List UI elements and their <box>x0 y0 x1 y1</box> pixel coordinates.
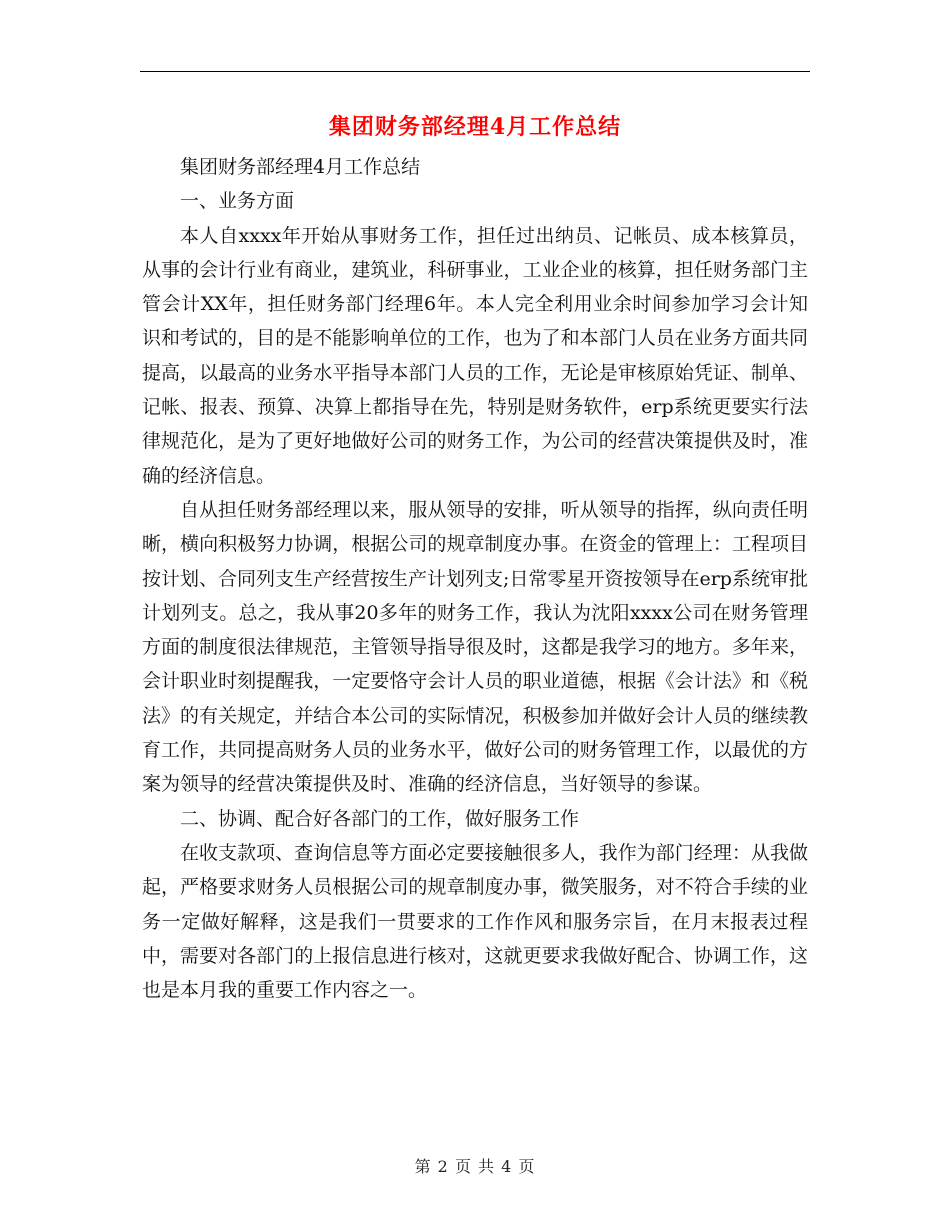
section-heading-business: 一、业务方面 <box>180 190 295 213</box>
paragraph-management: 自从担任财务部经理以来，服从领导的安排，听从领导的指挥，纵向责任明晰，横向积极努力协调，根据公司的规章制度办事。在资金的管理上：工程项目按计划、合同列支生产经营按生产计划列支;日常零星开资按领导在erp系统审批计划列支。总之，我从事20多年的财务工作，我认为沈阳xxxx公司在财务管理方面的制度很法律规范，主管领导指导很及时，这都是我学习的地方。多年来，会计职业时刻提醒我，一定要恪守会计人员的职业道德，根据《会计法》和《税法》的有关规定，并结合本公司的实际情况，积极参加并做好会计人员的继续教育工作，共同提高财务人员的业务水平，做好公司的财务管理工作，以最优的方案为领导的经营决策提供及时、准确的经济信息，当好领导的参谋。 <box>142 498 808 796</box>
document-title: 集团财务部经理4月工作总结 <box>328 114 622 140</box>
paragraph-subtitle: 集团财务部经理4月工作总结 <box>180 156 421 178</box>
header-rule <box>140 71 810 72</box>
document-body <box>142 150 808 1007</box>
paragraph-background: 本人自xxxx年开始从事财务工作，担任过出纳员、记帐员、成本核算员，从事的会计行业有商业，建筑业，科研事业，工业企业的核算，担任财务部门主管会计XX年，担任财务部门经理6年。本人完全利用业余时间参加学习会计知识和考试的，目的是不能影响单位的工作，也为了和本部门人员在业务方面共同提高，以最高的业务水平指导本部门人员的工作，无论是审核原始凭证、制单、记帐、报表、预算、决算上都指导在先，特别是财务软件，erp系统更要实行法律规范化，是为了更好地做好公司的财务工作，为公司的经营决策提供及时，准确的经济信息。 <box>142 224 808 487</box>
section-heading-coordination: 二、协调、配合好各部门的工作，做好服务工作 <box>180 807 580 830</box>
paragraph-service: 在收支款项、查询信息等方面必定要接触很多人，我作为部门经理：从我做起，严格要求财务人员根据公司的规章制度办事，微笑服务，对不符合手续的业务一定做好解释，这是我们一贯要求的工作作风和服务宗旨，在月末报表过程中，需要对各部门的上报信息进行核对，这就更要求我做好配合、协调工作，这也是本月我的重要工作内容之一。 <box>142 841 808 1002</box>
page-number: 第 2 页 共 4 页 <box>414 1157 536 1176</box>
